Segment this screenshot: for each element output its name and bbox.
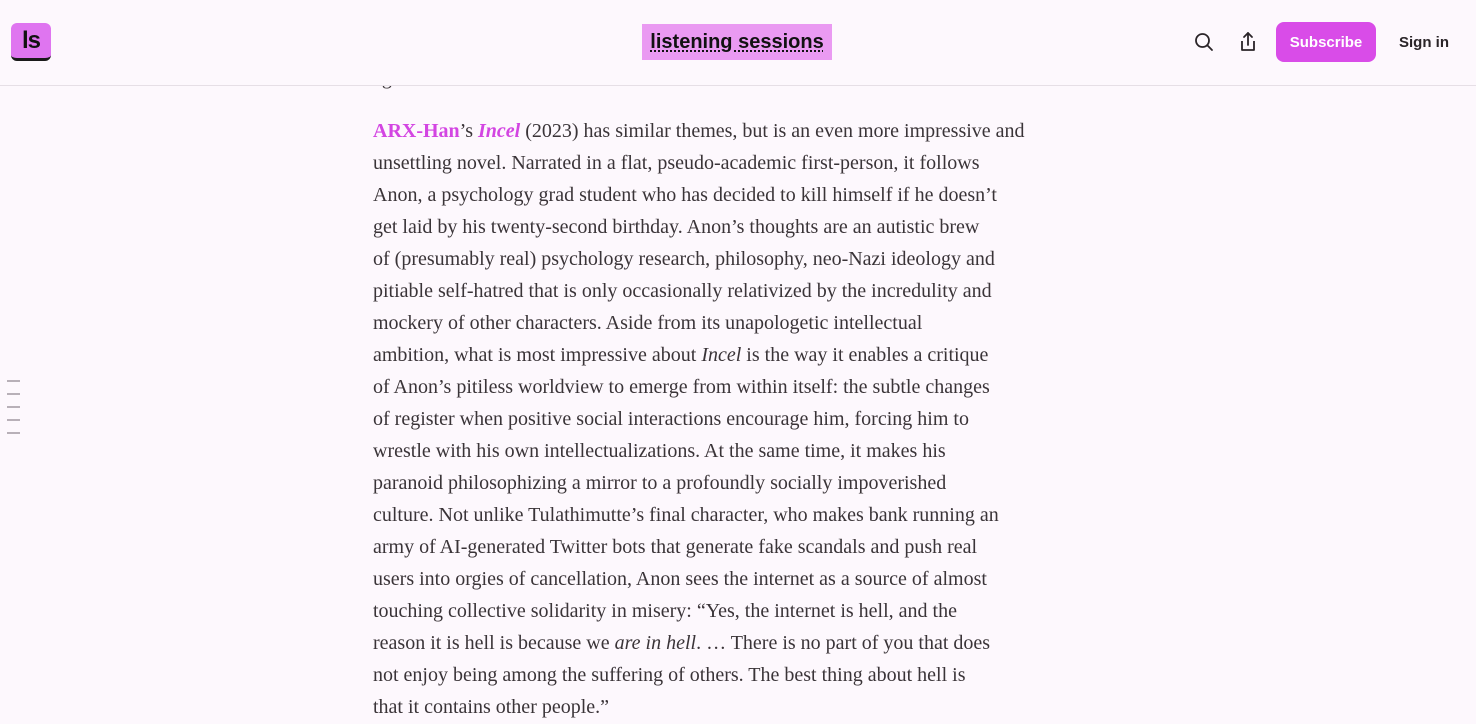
table-of-contents-icon[interactable] bbox=[7, 380, 20, 445]
line-text: . … There is no part of you that does bbox=[696, 632, 991, 654]
line-text: is the way it enables a critique bbox=[741, 344, 989, 366]
subscribe-button[interactable]: Subscribe bbox=[1276, 22, 1376, 62]
publication-title[interactable]: listening sessions bbox=[642, 24, 832, 60]
toc-entry-marker[interactable] bbox=[7, 393, 20, 395]
book-title-italic: Incel bbox=[701, 344, 742, 366]
paragraph-line: users into orgies of cancellation, Anon sees the internet as a source of almost bbox=[373, 568, 987, 590]
book-title-link[interactable]: Incel bbox=[478, 120, 521, 142]
search-icon bbox=[1194, 32, 1214, 52]
possessive-suffix: ’s bbox=[459, 120, 479, 142]
paragraph-line: of Anon’s pitiless worldview to emerge from within itself: the subtle changes bbox=[373, 376, 990, 398]
publication-logo[interactable]: ls bbox=[11, 23, 51, 61]
author-link[interactable]: ARX-Han bbox=[373, 120, 460, 142]
article-paragraph bbox=[373, 115, 1108, 723]
paragraph-line: culture. Not unlike Tulathimutte’s final character, who makes bank running an bbox=[373, 504, 999, 526]
paragraph-line: not enjoy being among the suffering of others. The best thing about hell is bbox=[373, 664, 966, 686]
line-text: (2023) has similar themes, but is an even more impressive and bbox=[520, 120, 1025, 142]
paragraph-line: get laid by his twenty-second birthday. Anon’s thoughts are an autistic brew bbox=[373, 216, 980, 238]
paragraph-line bbox=[373, 115, 1108, 147]
line-text: ambition, what is most impressive about bbox=[373, 344, 702, 366]
toc-entry-marker[interactable] bbox=[7, 406, 20, 408]
toc-entry-marker[interactable] bbox=[7, 419, 20, 421]
paragraph-line: that it contains other people.” bbox=[373, 696, 610, 718]
paragraph-line: Anon, a psychology grad student who has decided to kill himself if he doesn’t bbox=[373, 184, 997, 206]
paragraph-line: touching collective solidarity in misery: “Yes, the internet is hell, and the bbox=[373, 600, 957, 622]
paragraph-line: wrestle with his own intellectualizations. At the same time, it makes his bbox=[373, 440, 946, 462]
paragraph-line: of (presumably real) psychology research, philosophy, neo-Nazi ideology and bbox=[373, 248, 995, 270]
paragraph-line bbox=[373, 627, 1108, 659]
paragraph-line: pitiable self-hatred that is only occasionally relativized by the incredulity and bbox=[373, 280, 992, 302]
toc-entry-marker[interactable] bbox=[7, 432, 20, 434]
share-icon bbox=[1238, 31, 1258, 53]
search-button[interactable] bbox=[1191, 28, 1217, 56]
paragraph-line: unsettling novel. Narrated in a flat, pseudo-academic first-person, it follows bbox=[373, 152, 980, 174]
toc-entry-marker[interactable] bbox=[7, 380, 20, 382]
paragraph-line: mockery of other characters. Aside from its unapologetic intellectual bbox=[373, 312, 923, 334]
emphasis-text: are in hell bbox=[614, 632, 697, 654]
paragraph-line: paranoid philosophizing a mirror to a profoundly socially impoverished bbox=[373, 472, 947, 494]
paragraph-line: army of AI-generated Twitter bots that generate fake scandals and push real bbox=[373, 536, 978, 558]
top-navigation-bar bbox=[0, 0, 1476, 86]
paragraph-line bbox=[373, 339, 1108, 371]
sign-in-button[interactable]: Sign in bbox=[1399, 33, 1449, 51]
line-text: reason it is hell is because we bbox=[373, 632, 615, 654]
share-button[interactable] bbox=[1235, 28, 1261, 56]
paragraph-line: of register when positive social interactions encourage him, forcing him to bbox=[373, 408, 969, 430]
